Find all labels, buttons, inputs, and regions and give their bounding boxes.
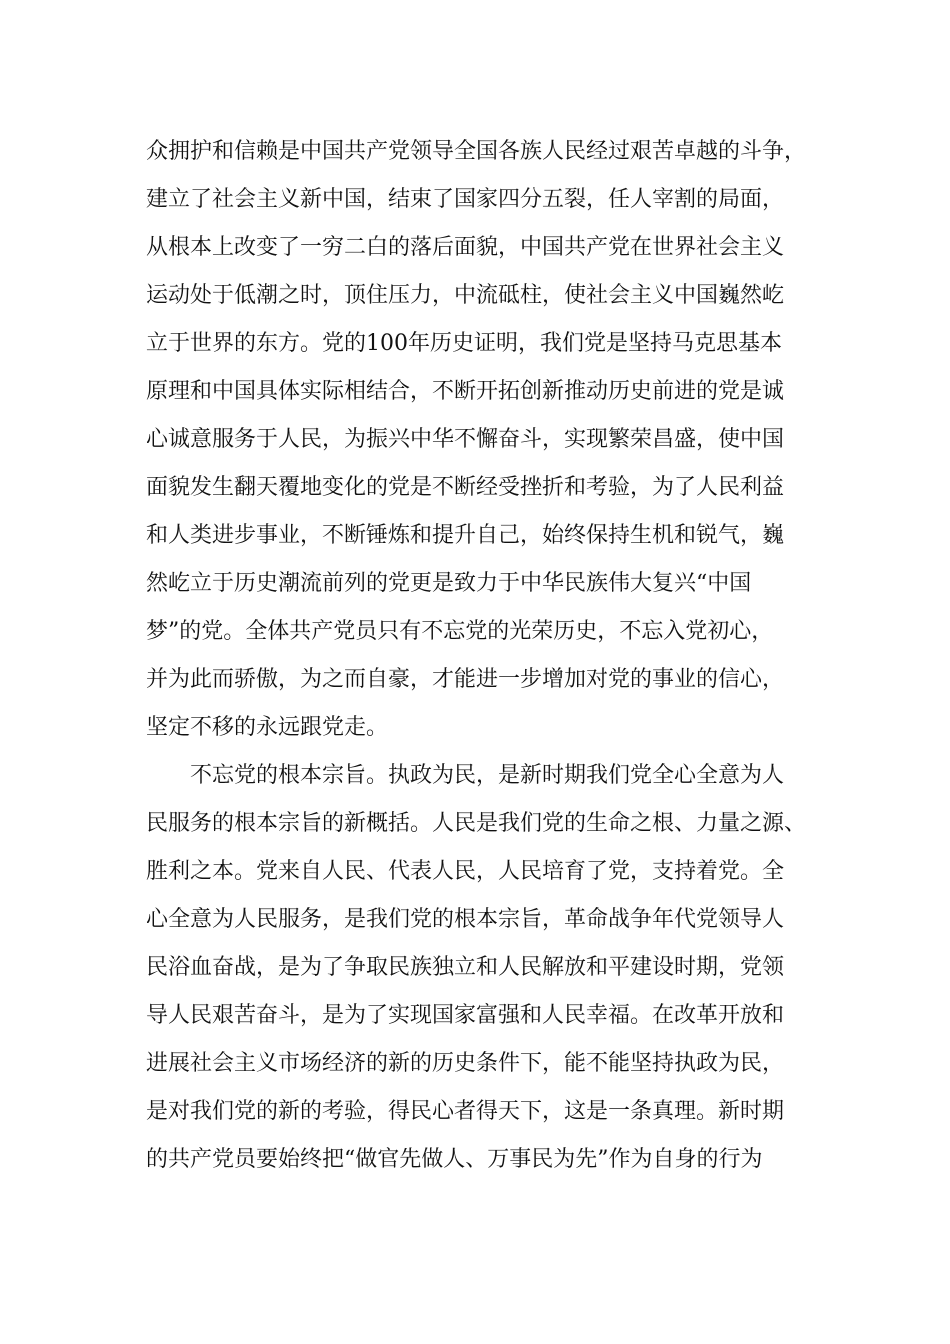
text-line: 民服务的根本宗旨的新概括。人民是我们党的生命之根、力量之源、 — [146, 811, 807, 836]
body-text — [146, 128, 816, 1184]
text-line: 和人类进步事业，不断锤炼和提升自己，始终保持生机和锐气，巍 — [146, 523, 785, 548]
text-line: 是对我们党的新的考验，得民心者得天下，这是一条真理。新时期 — [146, 1099, 785, 1124]
text-line: 心全意为人民服务，是我们党的根本宗旨，革命战争年代党领导人 — [146, 907, 785, 932]
text-line: 建立了社会主义新中国，结束了国家四分五裂，任人宰割的局面， — [146, 187, 785, 212]
text-line: 民浴血奋战，是为了争取民族独立和人民解放和平建设时期，党领 — [146, 955, 785, 980]
text-line: 心诚意服务于人民，为振兴中华不懈奋斗，实现繁荣昌盛，使中国 — [146, 427, 785, 452]
text-line: 并为此而骄傲，为之而自豪，才能进一步增加对党的事业的信心， — [146, 667, 785, 692]
text-line: 原理和中国具体实际相结合，不断开拓创新推动历史前进的党是诚 — [146, 379, 785, 404]
text-line-first: 不忘党的根本宗旨。执政为民，是新时期我们党全心全意为人 — [190, 763, 785, 788]
text-line: 面貌发生翻天覆地变化的党是不断经受挫折和考验，为了人民利益 — [146, 475, 785, 500]
text-line: 坚定不移的永远跟党走。 — [146, 715, 389, 740]
text-line: 胜利之本。党来自人民、代表人民，人民培育了党，支持着党。全 — [146, 859, 785, 884]
text-line: 立于世界的东方。党的100年历史证明，我们党是坚持马克思基本 — [146, 331, 782, 356]
text-line: 然屹立于历史潮流前列的党更是致力于中华民族伟大复兴“中国 — [146, 571, 752, 596]
text-line: 梦”的党。全体共产党员只有不忘党的光荣历史，不忘入党初心， — [146, 619, 774, 644]
paragraph-fundamental-purpose — [146, 752, 816, 1184]
text-line: 众拥护和信赖是中国共产党领导全国各族人民经过艰苦卓越的斗争， — [146, 139, 807, 164]
text-line: 运动处于低潮之时，顶住压力，中流砥柱，使社会主义中国巍然屹 — [146, 283, 785, 308]
text-line: 导人民艰苦奋斗，是为了实现国家富强和人民幸福。在改革开放和 — [146, 1003, 785, 1028]
text-line: 从根本上改变了一穷二白的落后面貌，中国共产党在世界社会主义 — [146, 235, 785, 260]
paragraph-party-history — [146, 128, 816, 752]
text-line: 进展社会主义市场经济的新的历史条件下，能不能坚持执政为民， — [146, 1051, 785, 1076]
text-line: 的共产党员要始终把“做官先做人、万事民为先”作为自身的行为 — [146, 1147, 763, 1172]
